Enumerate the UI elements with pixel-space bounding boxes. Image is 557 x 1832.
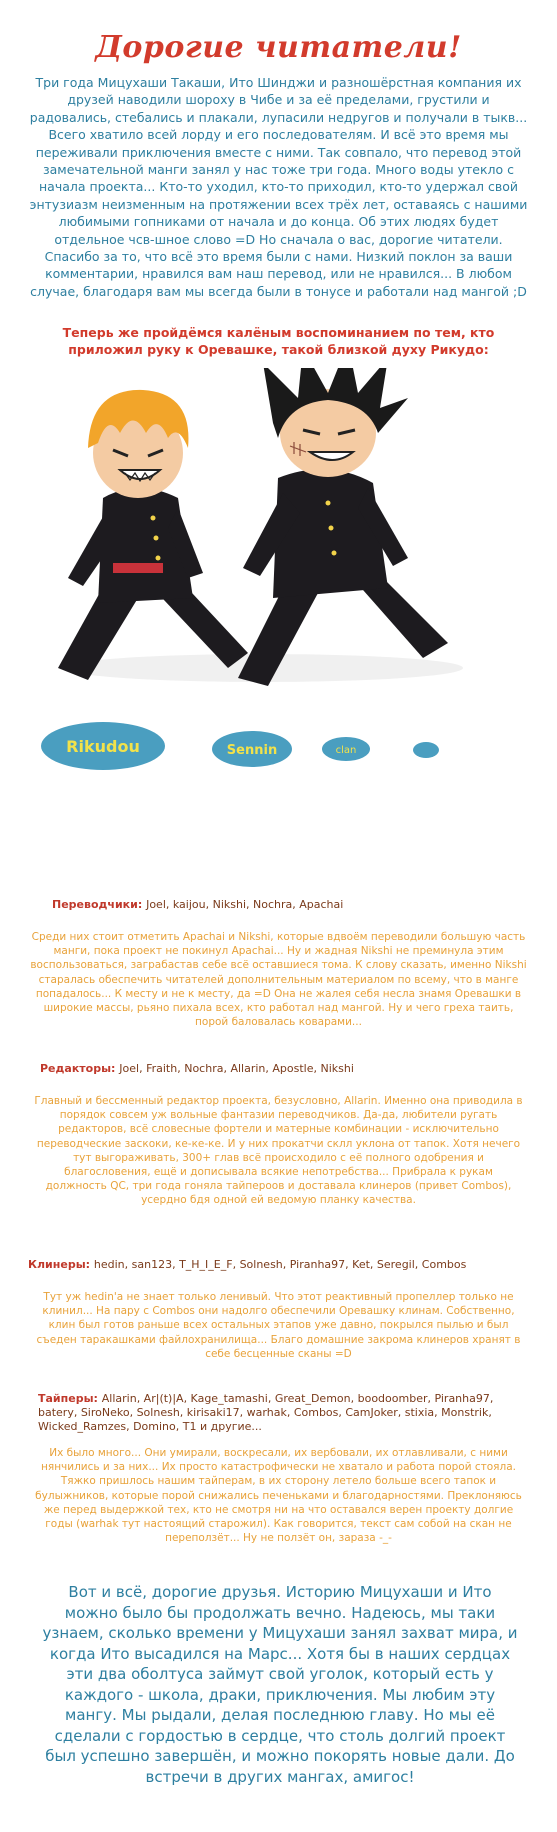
black-hair-character [238,368,448,686]
translators-names: Joel, kaijou, Nikshi, Nochra, Apachai [146,898,344,911]
cleaners-names: hedin, san123, T_H_I_E_F, Solnesh, Piranha97, Ket, Seregil, Combos [93,1258,467,1271]
characters-illustration [28,368,498,798]
label-bubbles [41,722,439,770]
typesetters-heading [38,1392,498,1434]
intro-text: Три года Мицухаши Такаши, Ито Шинджи и разношёрстная компания их друзей наводили шороху в Чибе и за её пределами, грустили и радовались, стебались и плакали, лупасили недругов и получали в тыкв... Всего хватило всей лорду и его последователям. И всё это время мы переживали приключения вместе с ними. Так совпало, что перевод этой замечательной манги занял у нас тоже три года. Много воды утекло с начала проекта... Кто-то уходил, кто-то приходил, кто-то удержал свой энтузиазм неизменным на протяжении всех трёх лет, оставаясь с нашими любимыми гопниками от начала и до конца. Об этих людях будет отдельное чсв-шное слово =D Но сначала о вас, дорогие читатели. Спасибо за то, что всё это время были с нами. Низкий поклон за ваши комментарии, нравился вам наш перевод, или не нравился... В любом случае, благодаря вам мы всегда были в тонусе и работали над мангой ;D [29,75,528,299]
typesetters-label: Тайперы: [38,1392,98,1405]
cleaners-text: Тут уж hedin'а не знает только ленивый. Что этот реактивный пропеллер только не клинил... На пару с Combos они надолго обеспечили Оревашку клинам. Собственно, клин был готов раньше всех остальных этапов уже давно, покрылся пылью и был съеден таракашками файлохранилища... Благо домашние закрома клинеров хранят в себе бесценные сканы =D [36,1291,521,1360]
bubble-label-rikudou: Rikudou [66,737,140,756]
bubble-label-sennin: Sennin [226,743,278,758]
editors-label: Редакторы: [40,1062,116,1075]
translators-label: Переводчики: [52,898,143,911]
staff-subtitle: Теперь же пройдёмся калёным воспоминанием по тем, кто приложил руку к Оревашке, такой близкой духу Рикудо: [62,325,495,357]
editors-text: Главный и бессменный редактор проекта, безусловно, Allarin. Именно она приводила в порядок совсем уж вольные фантазии переводчиков. Да-да, любители ругать редакторов, всё словесные фортели и матерные комбинации - исключительно переводческие заскоки, ке-ке-ке. И у них прокатчи склл уклона от тапок. Хотя нечего тут выгораживать, 300+ глав всё происходило с её полного одобрения и благословения, ещё и дописывала всякие непотребства... Прибрала к рукам должность QC, три года гоняла тайпероов и доставала клинеров (привет Combos), усердно бдя одной ей ведомую планку качества. [34,1095,523,1207]
editors-heading [40,1062,520,1075]
closing-text: Вот и всё, дорогие друзья. Историю Мицухаши и Ито можно было бы продолжать вечно. Надеюсь, мы таки узнаем, сколько времени у Мицухаши занял захват мира, и когда Ито высадился на Марс... Хотя бы в наших сердцах эти два оболтуса займут свой уголок, который есть у каждого - школа, драки, приключения. Мы любим эту мангу. Мы рыдали, делая последнюю главу. Но мы её сделали с гордостью в сердце, что столь долгий проект был успешно завершён, и можно покорять новые дали. До встречи в других мангах, амигос! [42,1583,518,1786]
page-title: Дорогие читатели! [95,30,462,65]
editors-names: Joel, Fraith, Nochra, Allarin, Apostle, Nikshi [119,1062,354,1075]
translators-heading [52,898,512,911]
typesetters-text: Их было много... Они умирали, воскресали, их вербовали, их отлавливали, с ними нянчились и за них... Их просто катастрофически не хватало и работа порой стояла. Тяжко пришлось нашим тайперам, в их сторону летело больше всего тапок и булыжников, которые порой снижались печеньками и благодарностями. Преклоняюсь же перед выдержкой тех, кто не смотря ни на что оставался верен проекту долгие годы (warhak тут настоящий старожил). Как говорится, текст сам собой на скан не переползёт... Ну не ползёт он, зараза -_- [35,1447,522,1545]
bubble-label-clan: clan [335,745,357,756]
cleaners-label: Клинеры: [28,1258,91,1271]
cleaners-heading [28,1258,528,1271]
translators-text: Среди них стоит отметить Apachai и Nikshi, которые вдвоём переводили большую часть манги, пока проект не покинул Apachai... Ну и жадная Nikshi не преминула этим воспользоваться, заграбастав себе всё оставшиеся тома. К слову сказать, именно Nikshi старалась обеспечить читателей дополнительным материалом по всему, что в манге попадалось... К месту и не к месту, да =D Она не жалея себя несла знамя Оревашки в широкие массы, рьяно пихала всех, кто работал над мангой. Ну и чего греха таить, порой баловалась коварами... [30,931,527,1029]
typesetters-names: Allarin, Ar|(t)|A, Kage_tamashi, Great_Demon, boodoomber, Piranha97, batery, SiroNeko, Solnesh, kirisaki17, warhak, Combos, CamJoker, stixia, Monstrik, Wicked_Ramzes, Domino, T1 и другие... [38,1392,494,1433]
blond-character [58,390,248,680]
